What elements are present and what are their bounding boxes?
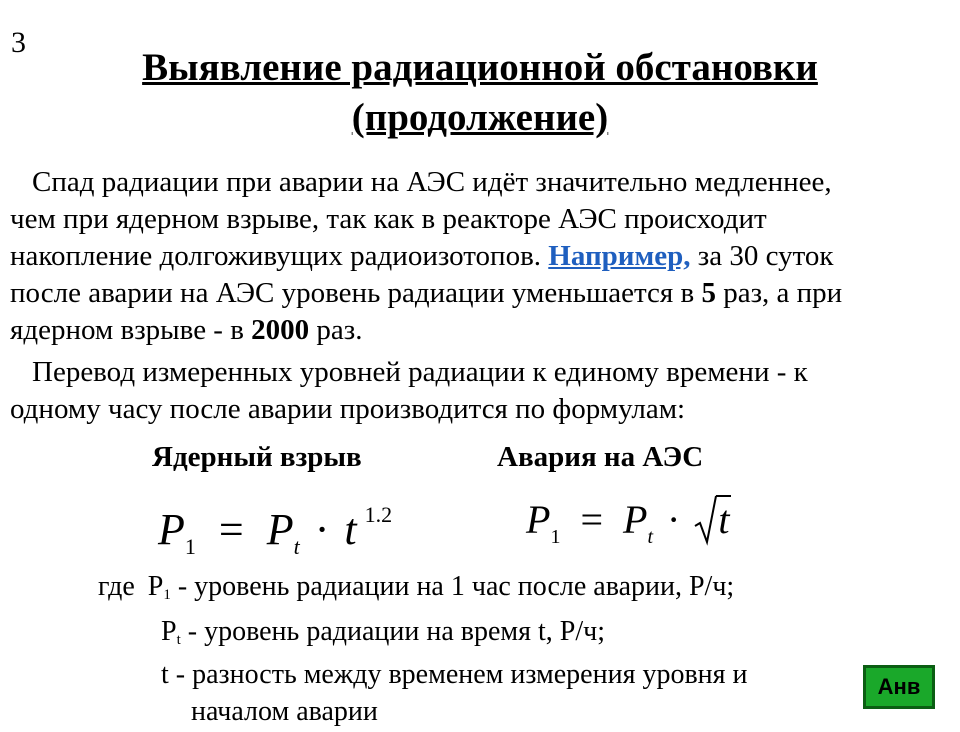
- slide-number: 3: [11, 26, 26, 59]
- npp-accident-heading: Авария на АЭС: [497, 441, 704, 473]
- paragraph-1: [10, 164, 955, 349]
- paragraph-1-line-1: Спад радиации при аварии на АЭС идёт значительно медленнее,: [32, 166, 832, 198]
- paragraph-2: [10, 354, 955, 428]
- paragraph-1-line-5: ядерном взрыве - в 2000 раз.: [10, 314, 363, 346]
- paragraph-2-line-2: одному часу после аварии производится по формулам:: [10, 393, 686, 425]
- paragraph-1-line-2: чем при ядерном взрыве, так как в реакторе АЭС происходит: [10, 203, 767, 235]
- legend-pt: $P_t$ - уровень радиации на время t, Р/ч;: [161, 616, 606, 648]
- nuclear-explosion-heading: Ядерный взрыв: [152, 441, 362, 473]
- nuclear-formula: $P_1 = P_t \cdot t$ $^{1.2}$: [158, 502, 393, 559]
- example-link[interactable]: Например,: [548, 240, 691, 272]
- anv-button[interactable]: Анв: [863, 665, 935, 709]
- legend-t-line-1: t - разность между временем измерения уровня и: [161, 659, 748, 690]
- npp-formula: $P_1 = P_t$ · t: [526, 492, 735, 565]
- radical-sign-icon: [694, 494, 718, 546]
- paragraph-1-line-3: накопление долгоживущих радиоизотопов. Например, за 30 суток: [10, 240, 834, 272]
- paragraph-1-line-4: после аварии на АЭС уровень радиации уменьшается в 5 раз, а при: [10, 277, 843, 309]
- slide-title-line2: (продолжение): [351, 96, 609, 139]
- paragraph-2-line-1: Перевод измеренных уровней радиации к единому времени - к: [32, 356, 808, 388]
- square-root: t: [694, 492, 735, 548]
- slide-title-line1: Выявление радиационной обстановки: [142, 46, 818, 89]
- legend-p1: где $P_1$ - уровень радиации на 1 час после аварии, Р/ч;: [98, 571, 735, 603]
- legend-t-line-2: началом аварии: [191, 696, 378, 727]
